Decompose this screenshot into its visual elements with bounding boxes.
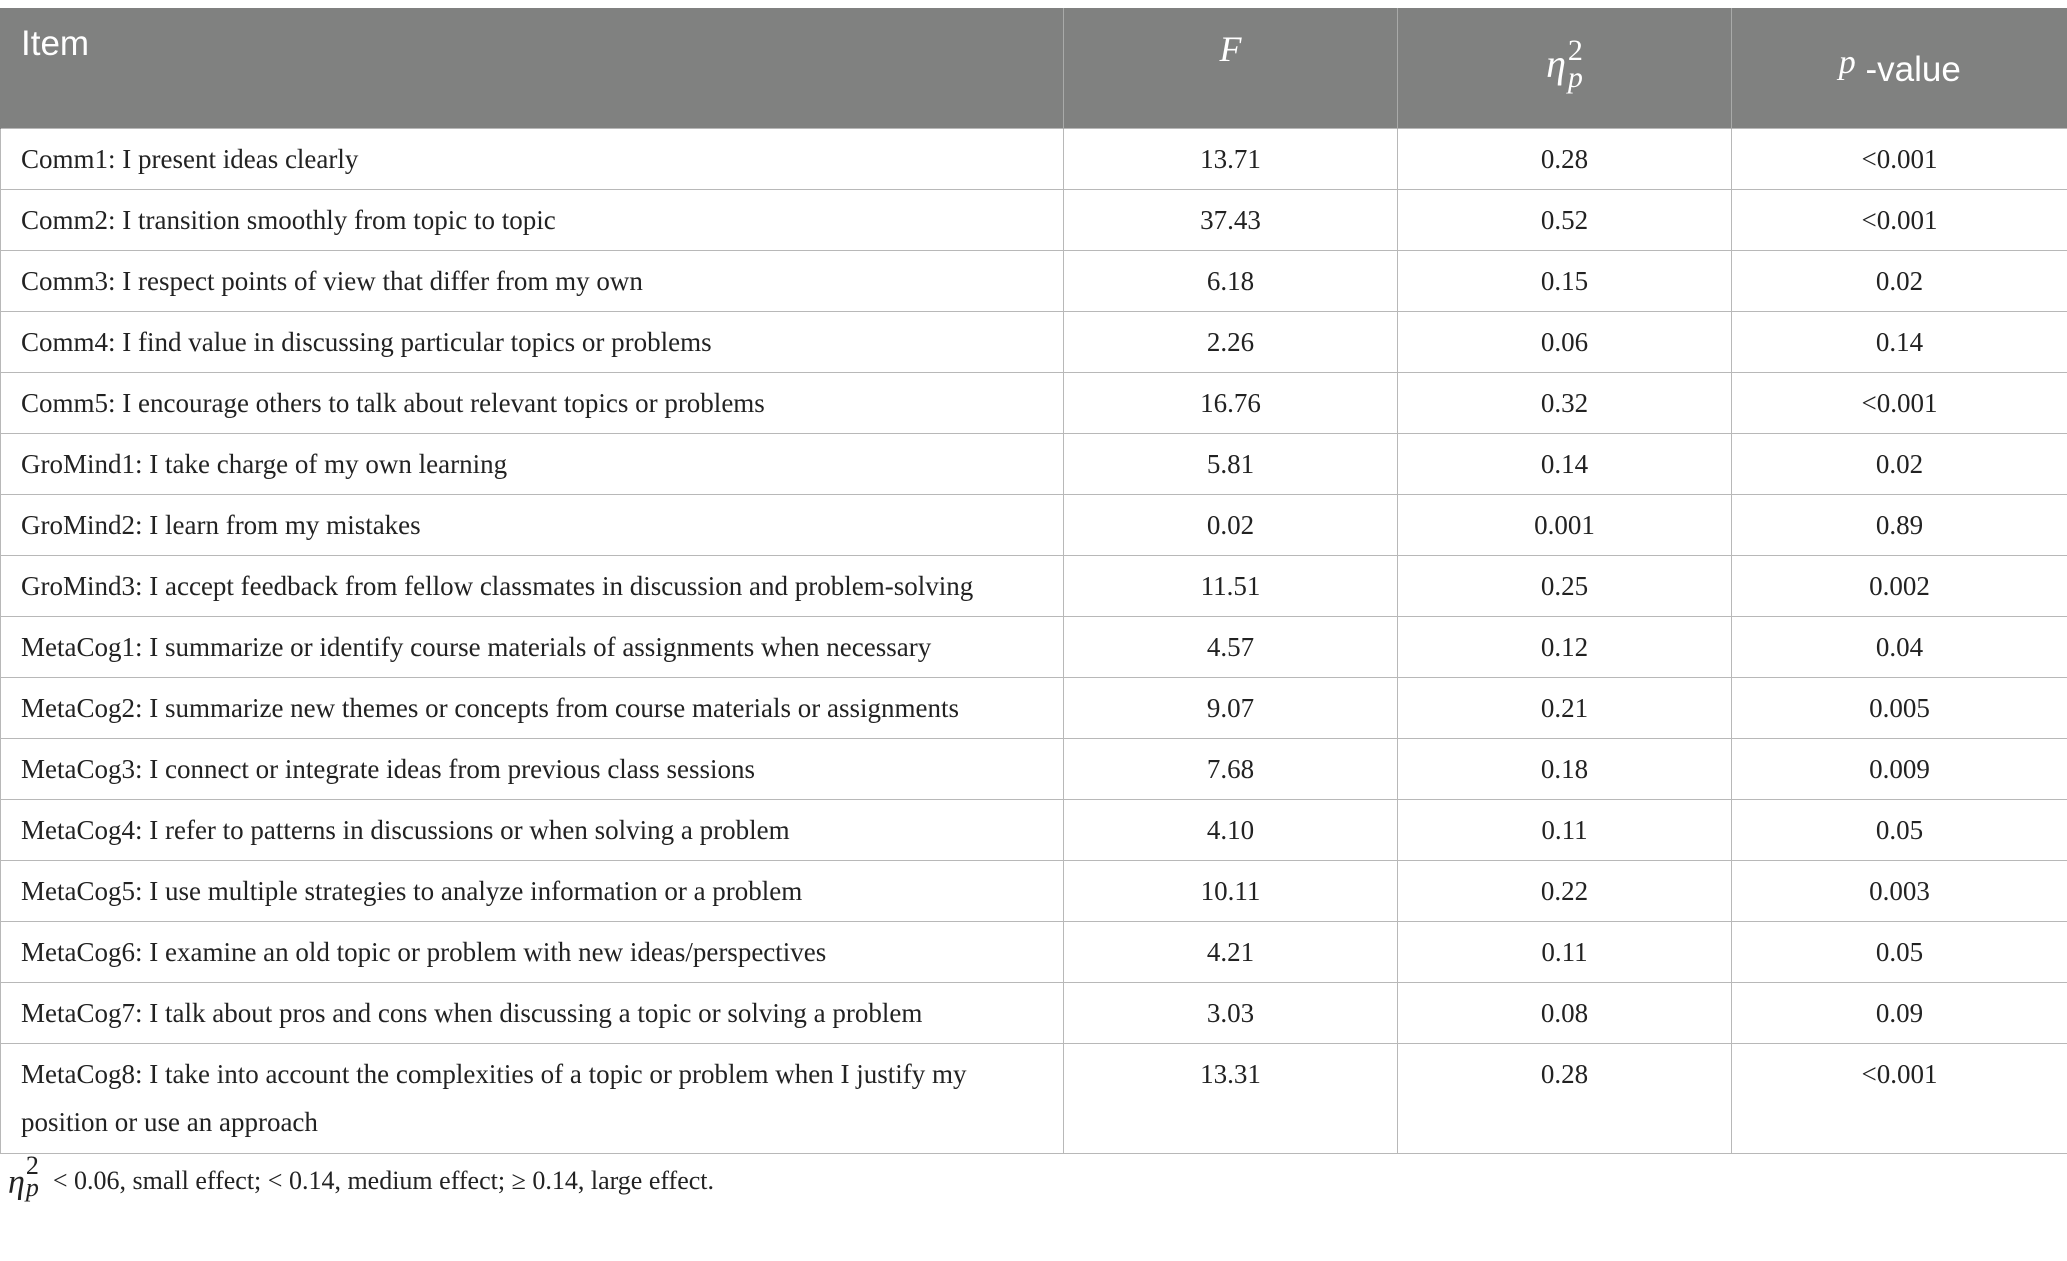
cell-eta: 0.21 (1398, 677, 1732, 738)
results-table-container (0, 8, 2067, 1154)
eta-superscript: 2 (1567, 33, 1583, 67)
cell-eta: 0.11 (1398, 921, 1732, 982)
table-row (1, 189, 2067, 250)
cell-f: 37.43 (1064, 189, 1398, 250)
cell-item: MetaCog5: I use multiple strategies to analyze information or a problem (1, 860, 1064, 921)
cell-p-value: <0.001 (1732, 189, 2067, 250)
cell-eta: 0.18 (1398, 738, 1732, 799)
cell-f: 5.81 (1064, 433, 1398, 494)
footnote-eta-symbol: η (8, 1164, 25, 1201)
cell-p-value: <0.001 (1732, 128, 2067, 189)
cell-item: MetaCog8: I take into account the complexities of a topic or problem when I justify my position or use an approach (1, 1043, 1064, 1153)
cell-item: MetaCog3: I connect or integrate ideas from previous class sessions (1, 738, 1064, 799)
cell-f: 4.10 (1064, 799, 1398, 860)
cell-p-value: 0.005 (1732, 677, 2067, 738)
cell-f: 0.02 (1064, 494, 1398, 555)
table-body (1, 128, 2067, 1153)
table-row (1, 799, 2067, 860)
header-f-label: F (1219, 29, 1242, 69)
cell-eta: 0.28 (1398, 128, 1732, 189)
cell-p-value: 0.04 (1732, 616, 2067, 677)
header-row (1, 8, 2067, 128)
table-row (1, 860, 2067, 921)
eta-symbol: η (1546, 41, 1566, 86)
cell-item: Comm4: I find value in discussing particular topics or problems (1, 311, 1064, 372)
table-row (1, 921, 2067, 982)
table-row (1, 982, 2067, 1043)
cell-f: 4.21 (1064, 921, 1398, 982)
cell-f: 4.57 (1064, 616, 1398, 677)
cell-item: MetaCog2: I summarize new themes or concepts from course materials or assignments (1, 677, 1064, 738)
cell-f: 6.18 (1064, 250, 1398, 311)
header-eta-label (1398, 8, 1731, 95)
cell-f: 9.07 (1064, 677, 1398, 738)
cell-eta: 0.28 (1398, 1043, 1732, 1153)
footnote-eta-subscript: p (25, 1173, 39, 1203)
cell-p-value: 0.05 (1732, 799, 2067, 860)
cell-item: Comm3: I respect points of view that differ from my own (1, 250, 1064, 311)
table-row (1, 1043, 2067, 1153)
cell-item: Comm5: I encourage others to talk about relevant topics or problems (1, 372, 1064, 433)
header-p-label (1732, 8, 2067, 90)
table-row (1, 433, 2067, 494)
cell-p-value: 0.89 (1732, 494, 2067, 555)
cell-eta: 0.001 (1398, 494, 1732, 555)
table-row (1, 311, 2067, 372)
table-row (1, 738, 2067, 799)
cell-item: MetaCog1: I summarize or identify course materials of assignments when necessary (1, 616, 1064, 677)
table-row (1, 250, 2067, 311)
table-row (1, 555, 2067, 616)
eta-subscript: p (1567, 60, 1583, 94)
header-eta (1398, 8, 1732, 128)
cell-p-value: 0.02 (1732, 250, 2067, 311)
header-item (1, 8, 1064, 128)
table-footnote (8, 1150, 715, 1205)
table-header (1, 8, 2067, 128)
cell-f: 7.68 (1064, 738, 1398, 799)
cell-f: 13.31 (1064, 1043, 1398, 1153)
cell-f: 13.71 (1064, 128, 1398, 189)
cell-f: 2.26 (1064, 311, 1398, 372)
cell-item: GroMind1: I take charge of my own learning (1, 433, 1064, 494)
cell-eta: 0.08 (1398, 982, 1732, 1043)
table-row (1, 616, 2067, 677)
cell-p-value: 0.009 (1732, 738, 2067, 799)
cell-eta: 0.25 (1398, 555, 1732, 616)
cell-f: 11.51 (1064, 555, 1398, 616)
table-row (1, 372, 2067, 433)
cell-f: 10.11 (1064, 860, 1398, 921)
cell-p-value: 0.02 (1732, 433, 2067, 494)
cell-p-value: 0.14 (1732, 311, 2067, 372)
table-row (1, 128, 2067, 189)
cell-p-value: 0.003 (1732, 860, 2067, 921)
cell-f: 3.03 (1064, 982, 1398, 1043)
header-item-label: Item (21, 24, 90, 63)
cell-eta: 0.14 (1398, 433, 1732, 494)
table-row (1, 494, 2067, 555)
cell-p-value: <0.001 (1732, 1043, 2067, 1153)
cell-eta: 0.11 (1398, 799, 1732, 860)
p-symbol: p (1838, 44, 1856, 81)
cell-eta: 0.52 (1398, 189, 1732, 250)
cell-eta: 0.15 (1398, 250, 1732, 311)
header-p-value (1732, 8, 2067, 128)
table-row (1, 677, 2067, 738)
cell-item: GroMind2: I learn from my mistakes (1, 494, 1064, 555)
footnote-eta-supsub (25, 1150, 39, 1203)
cell-item: MetaCog4: I refer to patterns in discussions or when solving a problem (1, 799, 1064, 860)
cell-p-value: 0.05 (1732, 921, 2067, 982)
results-table (0, 8, 2067, 1154)
cell-eta: 0.22 (1398, 860, 1732, 921)
cell-item: GroMind3: I accept feedback from fellow classmates in discussion and problem-solving (1, 555, 1064, 616)
cell-p-value: <0.001 (1732, 372, 2067, 433)
header-f (1064, 8, 1398, 128)
cell-eta: 0.06 (1398, 311, 1732, 372)
cell-item: MetaCog6: I examine an old topic or problem with new ideas/perspectives (1, 921, 1064, 982)
cell-item: Comm1: I present ideas clearly (1, 128, 1064, 189)
footnote-text: < 0.06, small effect; < 0.14, medium effect; ≥ 0.14, large effect. (52, 1166, 715, 1195)
cell-item: Comm2: I transition smoothly from topic to topic (1, 189, 1064, 250)
p-suffix: -value (1865, 50, 1961, 89)
cell-eta: 0.12 (1398, 616, 1732, 677)
eta-supsub (1567, 33, 1583, 94)
cell-p-value: 0.002 (1732, 555, 2067, 616)
cell-item: MetaCog7: I talk about pros and cons when discussing a topic or solving a problem (1, 982, 1064, 1043)
cell-p-value: 0.09 (1732, 982, 2067, 1043)
cell-f: 16.76 (1064, 372, 1398, 433)
footnote-eta-superscript: 2 (25, 1150, 39, 1180)
cell-eta: 0.32 (1398, 372, 1732, 433)
